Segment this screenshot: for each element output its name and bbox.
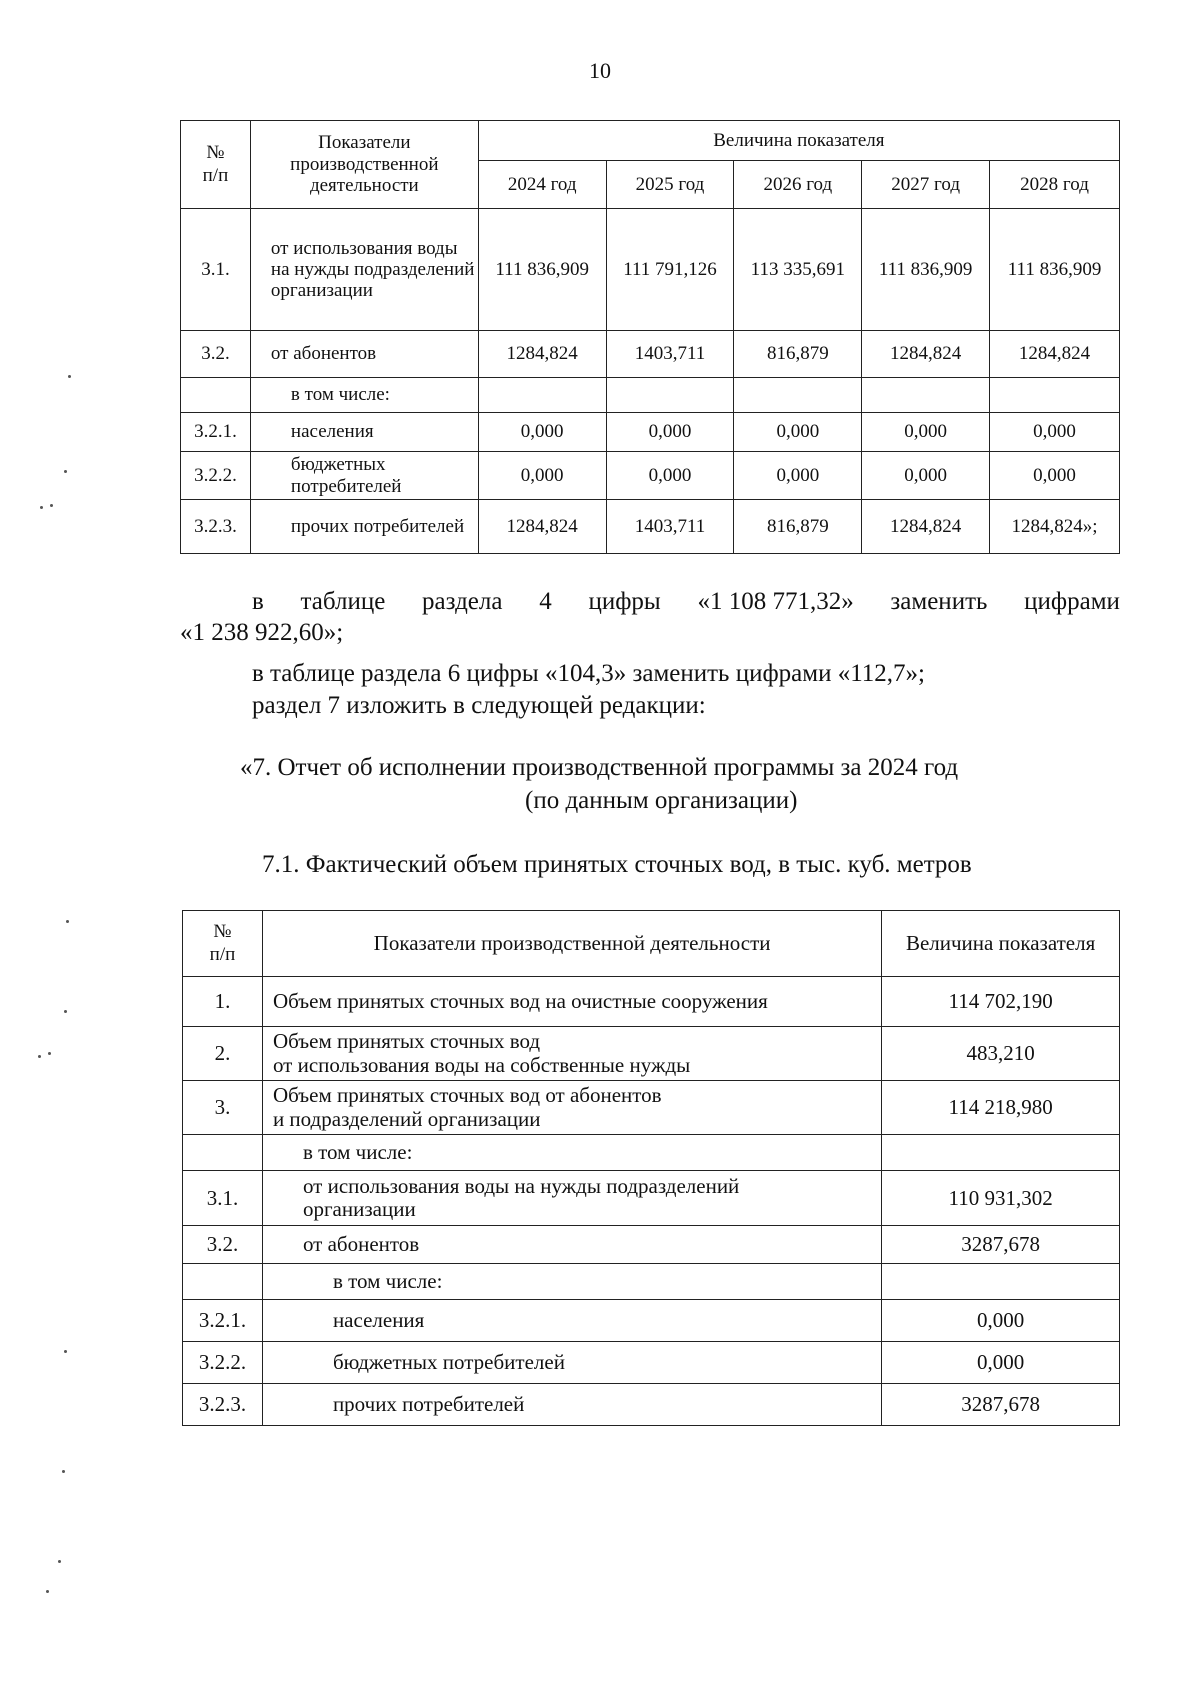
section-heading: «7. Отчет об исполнении производственной программы за 2024 год [240,754,959,781]
row-value: 0,000 [862,413,990,452]
row-label: бюджетных потребителей [262,1342,881,1384]
row-value: 0,000 [478,413,606,452]
table-row [181,209,1120,331]
header-year: 2024 год [478,161,606,209]
row-label: от использования воды на нужды подразделений организации [262,1171,881,1226]
header-indicator: Показатели производственной деятельности [250,121,478,209]
header-value: Величина показателя [882,911,1120,977]
paragraph-line: «1 238 922,60»; [180,619,344,647]
row-value: 1403,711 [606,331,734,378]
row-label: в том числе: [250,378,478,413]
row-value: 111 836,909 [862,209,990,331]
row-value: 0,000 [882,1342,1120,1384]
header-num: № п/п [181,121,251,209]
row-value: 1284,824 [862,331,990,378]
row-value: 0,000 [734,452,862,500]
row-label: населения [262,1300,881,1342]
row-value: 816,879 [734,500,862,554]
row-num: 3. [183,1081,263,1135]
table-row [183,1264,1120,1300]
row-label: в том числе: [262,1135,881,1171]
row-value: 1284,824 [478,500,606,554]
row-value: 0,000 [990,452,1120,500]
row-num: 3.2. [183,1226,263,1264]
production-table-1 [180,120,1120,554]
row-num: 3.2. [181,331,251,378]
row-num [181,378,251,413]
scan-speck [64,470,67,473]
row-label: прочих потребителей [262,1384,881,1426]
paragraph-word: «1 108 771,32» [697,588,854,615]
row-num: 3.2.1. [183,1300,263,1342]
scan-speck [62,1470,65,1473]
row-value: 0,000 [882,1300,1120,1342]
row-value: 1284,824»; [990,500,1120,554]
table-row [183,1226,1120,1264]
row-value: 0,000 [606,413,734,452]
scan-speck [58,1560,61,1563]
header-year: 2026 год [734,161,862,209]
row-label: от абонентов [250,331,478,378]
row-value: 114 218,980 [882,1081,1120,1135]
production-table-2 [182,910,1120,1426]
scan-speck [64,1010,67,1013]
row-label: от абонентов [262,1226,881,1264]
row-value: 816,879 [734,331,862,378]
table-row [183,1300,1120,1342]
page-number: 10 [589,58,611,83]
row-value: 0,000 [606,452,734,500]
header-year: 2027 год [862,161,990,209]
scan-speck [66,920,69,923]
section-subheading: (по данным организации) [525,787,798,814]
scan-speck [64,1350,67,1353]
scan-speck [48,1052,51,1055]
row-num: 2. [183,1027,263,1081]
scan-speck [40,506,43,509]
row-num: 3.2.2. [181,452,251,500]
row-value: 483,210 [882,1027,1120,1081]
row-label: в том числе: [262,1264,881,1300]
row-label: от использования воды на нужды подразделений организации [250,209,478,331]
row-value: 3287,678 [882,1384,1120,1426]
paragraph-word: заменить [890,588,988,615]
paragraph-word: в [252,588,264,615]
row-value: 111 836,909 [990,209,1120,331]
row-value [882,1135,1120,1171]
paragraph-word: 4 [539,588,552,615]
row-value: 113 335,691 [734,209,862,331]
row-value: 0,000 [734,413,862,452]
table-row [183,1027,1120,1081]
row-value: 0,000 [990,413,1120,452]
row-num: 1. [183,977,263,1027]
row-value: 111 791,126 [606,209,734,331]
row-value [882,1264,1120,1300]
row-value: 114 702,190 [882,977,1120,1027]
row-label: Объем принятых сточных вод от абонентов и подразделений организации [262,1081,881,1135]
row-value: 110 931,302 [882,1171,1120,1226]
paragraph-word: цифрами [1024,588,1120,615]
header-indicator: Показатели производственной деятельности [262,911,881,977]
row-value: 111 836,909 [478,209,606,331]
paragraph-word: таблице [300,588,386,615]
table-row [181,413,1120,452]
row-num: 3.2.2. [183,1342,263,1384]
scan-speck [46,1590,49,1593]
row-label: прочих потребителей [250,500,478,554]
header-num: № п/п [183,911,263,977]
row-num: 3.1. [183,1171,263,1226]
scan-speck [38,1055,41,1058]
row-num: 3.2.3. [181,500,251,554]
row-num [183,1264,263,1300]
scan-speck [50,504,53,507]
paragraph-section-7: раздел 7 изложить в следующей редакции: [252,692,706,719]
table-row [181,500,1120,554]
table-row [181,331,1120,378]
row-label: Объем принятых сточных вод на очистные сооружения [262,977,881,1027]
subsection-heading: 7.1. Фактический объем принятых сточных вод, в тыс. куб. метров [262,851,972,878]
row-num: 3.1. [181,209,251,331]
table-row [181,452,1120,500]
row-value: 3287,678 [882,1226,1120,1264]
table-row [183,977,1120,1027]
row-num [183,1135,263,1171]
paragraph-word: раздела [422,588,503,615]
table-row [181,378,1120,413]
table-row [183,1342,1120,1384]
table-row [183,1135,1120,1171]
table-row [183,1081,1120,1135]
row-value: 0,000 [862,452,990,500]
table-row [183,1384,1120,1426]
header-year: 2028 год [990,161,1120,209]
row-value: 1284,824 [478,331,606,378]
row-num: 3.2.3. [183,1384,263,1426]
row-label: бюджетных потребителей [250,452,478,500]
row-value: 1284,824 [862,500,990,554]
table-row [183,1171,1120,1226]
paragraph-section-4 [180,586,1120,649]
row-value: 1284,824 [990,331,1120,378]
row-value: 1403,711 [606,500,734,554]
paragraph-section-6: в таблице раздела 6 цифры «104,3» заменить цифрами «112,7»; [252,660,925,687]
row-num: 3.2.1. [181,413,251,452]
scan-speck [68,375,71,378]
paragraph-word: цифры [588,588,661,615]
row-label: населения [250,413,478,452]
header-year: 2025 год [606,161,734,209]
row-value: 0,000 [478,452,606,500]
header-value-group: Величина показателя [478,121,1119,161]
row-label: Объем принятых сточных вод от использования воды на собственные нужды [262,1027,881,1081]
